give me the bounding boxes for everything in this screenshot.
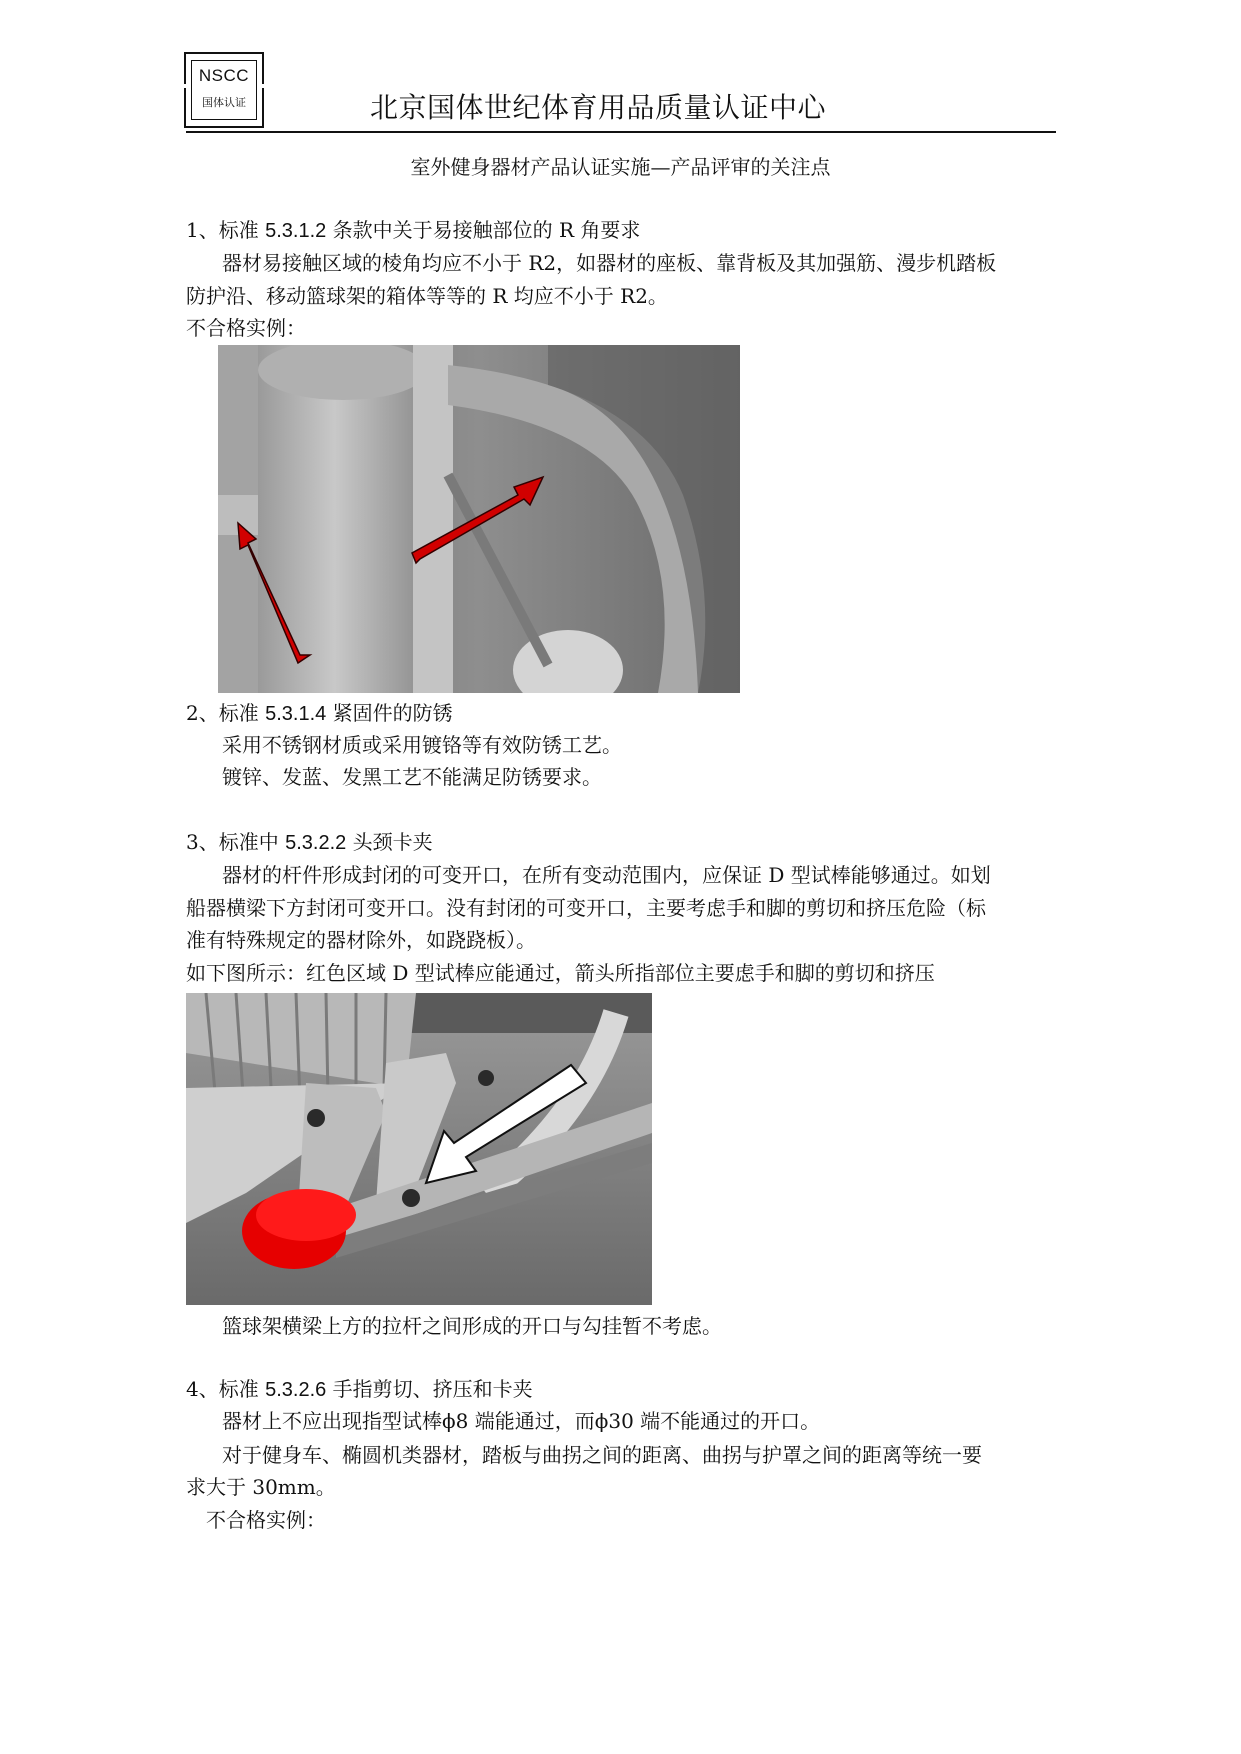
photo-rowing-machine-opening: [186, 993, 652, 1305]
section-1-paragraph-line: 防护沿、移动篮球架的箱体等等的 R 均应不小于 R2。: [186, 284, 668, 308]
document-title: 室外健身器材产品认证实施—产品评审的关注点: [410, 155, 831, 179]
section-4-paragraph-line: 对于健身车、椭圆机类器材，踏板与曲拐之间的距离、曲拐与护罩之间的距离等统一要: [222, 1443, 982, 1467]
nscc-logo: [184, 52, 264, 128]
section-3-paragraph-line: 船器横梁下方封闭可变开口。没有封闭的可变开口，主要考虑手和脚的剪切和挤压危险（标: [186, 896, 986, 920]
logo-chinese-name: 国体认证: [202, 96, 246, 109]
section-1-heading: 1、标准 5.3.1.2 条款中关于易接触部位的 R 角要求: [186, 218, 641, 242]
section-1-paragraph-line: 器材易接触区域的棱角均应不小于 R2，如器材的座板、靠背板及其加强筋、漫步机踏板: [222, 251, 997, 275]
section-1-example-label: 不合格实例：: [186, 316, 306, 340]
section-3-paragraph-line: 器材的杆件形成封闭的可变开口，在所有变动范围内，应保证 D 型试棒能够通过。如划: [222, 863, 991, 887]
section-3-note: 篮球架横梁上方的拉杆之间形成的开口与勾挂暂不考虑。: [222, 1314, 722, 1338]
section-4-example-label: 不合格实例：: [206, 1508, 326, 1532]
section-2-paragraph-line: 镀锌、发蓝、发黑工艺不能满足防锈要求。: [222, 765, 602, 789]
section-2-heading: 2、标准 5.3.1.4 紧固件的防锈: [186, 701, 453, 725]
section-4-paragraph-line: 器材上不应出现指型试棒ϕ8 端能通过，而ϕ30 端不能通过的开口。: [222, 1409, 821, 1433]
section-4-heading: 4、标准 5.3.2.6 手指剪切、挤压和卡夹: [186, 1377, 533, 1401]
section-3-paragraph-line: 准有特殊规定的器材除外，如跷跷板）。: [186, 928, 536, 952]
section-4-paragraph-line: 求大于 30mm。: [186, 1475, 336, 1499]
section-3-figure-caption: 如下图所示：红色区域 D 型试棒应能通过，箭头所指部位主要虑手和脚的剪切和挤压: [186, 961, 935, 985]
section-2-paragraph-line: 采用不锈钢材质或采用镀铬等有效防锈工艺。: [222, 733, 622, 757]
organization-name: 北京国体世纪体育用品质量认证中心: [370, 91, 827, 124]
photo-sharp-edge-example: [218, 345, 740, 693]
section-3-heading: 3、标准中 5.3.2.2 头颈卡夹: [186, 830, 433, 854]
header-divider: [186, 131, 1056, 133]
logo-abbreviation: NSCC: [198, 66, 250, 85]
